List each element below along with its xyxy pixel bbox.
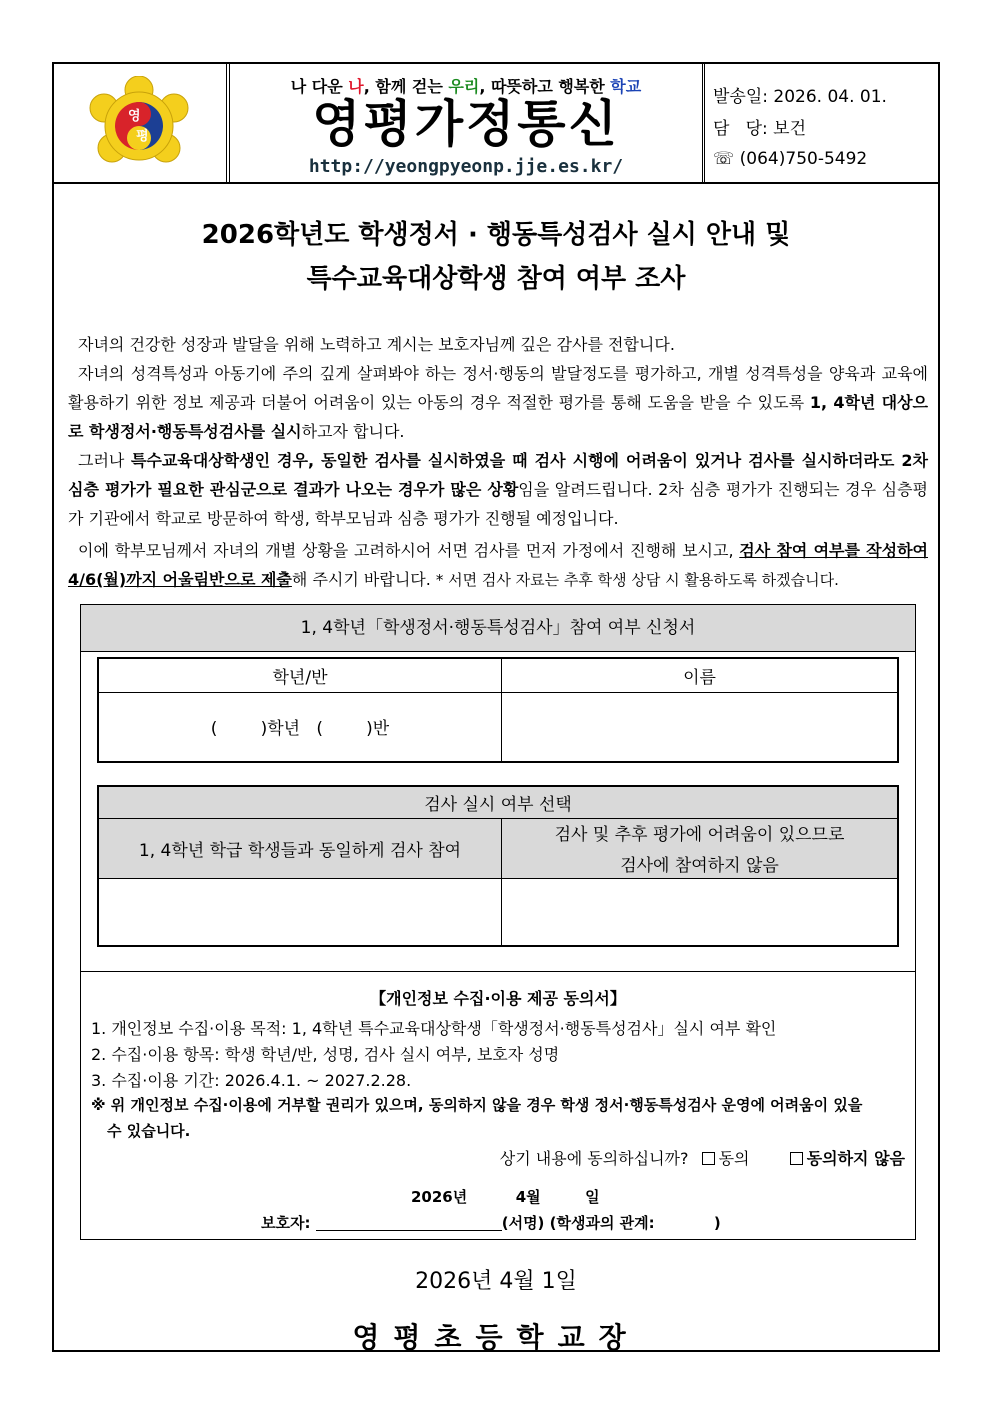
not-participate-check-cell[interactable]: [502, 878, 899, 946]
form-title: 1, 4학년「학생정서·행동특성검사」참여 여부 신청서: [81, 605, 915, 652]
paragraph-purpose: [68, 359, 928, 446]
consent-question-row: [500, 1146, 905, 1169]
guardian-label: 보호자:: [261, 1214, 311, 1232]
school-url-link[interactable]: http://yeongpyeonp.jje.es.kr/: [308, 156, 624, 177]
school-emblem-icon: [84, 76, 194, 172]
application-form: [80, 604, 916, 1240]
principal-signature: 영평초등학교장: [352, 1321, 640, 1354]
sign-label: (서명) (학생과의 관계:: [501, 1214, 655, 1232]
slogan-word-hak: 학교: [610, 77, 642, 96]
selection-table: [97, 785, 899, 947]
date-year: 2026년: [411, 1188, 468, 1206]
sign-date-row: [411, 1186, 600, 1207]
send-date: 발송일: 2026. 04. 01.: [713, 87, 887, 107]
doc-title-line1: 2026학년도 학생정서 · 행동특성검사 실시 안내 및: [201, 220, 791, 250]
name-field[interactable]: [502, 692, 899, 762]
consent-item-fields: 2. 수집·이용 항목: 학생 학년/반, 성명, 검사 실시 여부, 보호자 성명: [91, 1045, 560, 1064]
paragraph-request: [68, 536, 928, 595]
manager: 담 당: 보건: [713, 119, 807, 139]
agree-checkbox[interactable]: [702, 1152, 715, 1165]
consent-item-purpose: 1. 개인정보 수집·이용 목적: 1, 4학년 특수교육대상학생「학생정서·행동특성검사」실시 여부 확인: [91, 1019, 777, 1038]
grade-class-field[interactable]: ( )학년 ( )반: [98, 692, 502, 762]
newsletter-title: 영평가정통신: [312, 95, 620, 153]
col-name-header: 이름: [502, 658, 899, 692]
date-day: 일: [585, 1188, 600, 1206]
text: 해 주시기 바랍니다.: [291, 570, 436, 589]
slogan-part: , 따뜻하고 행복한: [479, 77, 611, 96]
text: 자녀의 성격특성과 아동기에 주의 깊게 살펴봐야 하는 정서·행동의 발달정도를 평가하고, 개별 성격특성을 양육과 교육에 활용하기 위한 정보 제공과 더불어 어려움이 있는 아동의 경우 적절한 평가를 통해 도움을 받을 수 있도록: [68, 364, 928, 412]
logo-text-top: 영: [128, 109, 141, 124]
date-month: 4월: [515, 1188, 541, 1206]
disagree-checkbox[interactable]: [790, 1152, 803, 1165]
issue-date: 2026년 4월 1일: [415, 1269, 577, 1294]
consent-section: [81, 971, 915, 1240]
newsletter-frame: [52, 62, 940, 1352]
option-participate: 1, 4학년 학급 학생들과 동일하게 검사 참여: [98, 818, 502, 878]
student-info-table: [97, 657, 899, 763]
underlined-deadline: 검사 참여 여부를 작성하여 4/6(월)까지 어울림반으로 제출: [68, 541, 928, 589]
guardian-sign-row: [261, 1212, 721, 1233]
info-cell: [704, 64, 939, 182]
emphasis: 1, 4학년 대상으로 학생정서·행동특성검사를 실시: [68, 393, 929, 441]
newsletter-header: [54, 64, 938, 184]
emphasis: 특수교육대상학생인 경우, 동일한 검사를 실시하였을 때 검사 시행에 어려움이 있거나 검사를 실시하더라도 2차 심층 평가가 필요한 관심군으로 결과가 나오는 경우가 많은 상황: [68, 451, 928, 499]
title-cell: [229, 64, 703, 182]
text: 이에 학부모님께서 자녀의 개별 상황을 고려하시어 서면 검사를 먼저 가정에서 진행해 보시고,: [78, 541, 740, 560]
guardian-name-field[interactable]: [316, 1230, 502, 1231]
option-no-line2: 검사에 참여하지 않음: [620, 856, 779, 876]
logo-cell: [54, 64, 227, 182]
consent-item-period: 3. 수집·이용 기간: 2026.4.1. ~ 2027.2.28.: [91, 1071, 412, 1090]
slogan-word-uri: 우리: [448, 77, 480, 96]
text: 그러나: [78, 451, 131, 470]
slogan-word-na: 나: [348, 77, 364, 96]
note: * 서면 검사 자료는 추후 학생 상담 시 활용하도록 하겠습니다.: [435, 571, 839, 589]
phone-line: [713, 149, 867, 169]
participate-check-cell[interactable]: [98, 878, 502, 946]
sign-close: ): [713, 1214, 721, 1232]
agree-label: 동의: [718, 1149, 750, 1168]
paragraph-special-ed: [68, 446, 928, 533]
logo-text-bottom: 평: [136, 129, 149, 144]
select-title: 검사 실시 여부 선택: [98, 786, 898, 818]
col-grade-header: 학년/반: [98, 658, 502, 692]
consent-notice-line1: ※ 위 개인정보 수집·이용에 거부할 권리가 있으며, 동의하지 않을 경우 학생 정서·행동특성검사 운영에 어려움이 있을: [91, 1096, 863, 1114]
option-not-participate: [502, 818, 899, 878]
consent-title: 【개인정보 수집·이용 제공 동의서】: [370, 989, 626, 1008]
phone-icon: ☏: [713, 149, 735, 169]
slogan-part: , 함께 걷는: [363, 77, 449, 96]
paragraph-greeting: 자녀의 건강한 성장과 발달을 위해 노력하고 계시는 보호자님께 깊은 감사를 전합니다.: [78, 335, 675, 354]
phone-number: (064)750-5492: [739, 149, 868, 169]
text: 임을 알려드립니다. 2차 심층 평가가 진행되는 경우 심층평가 기관에서 학교로 방문하여 학생, 학부모님과 심층 평가가 진행될 예정입니다.: [68, 480, 929, 528]
slogan-part: 나 다운: [290, 77, 349, 96]
option-no-line1: 검사 및 추후 평가에 어려움이 있으므로: [554, 825, 845, 845]
doc-title-line2: 특수교육대상학생 참여 여부 조사: [306, 264, 686, 294]
consent-question: 상기 내용에 동의하십니까?: [499, 1149, 689, 1168]
disagree-label: 동의하지 않음: [806, 1149, 905, 1168]
consent-notice-line2: 수 있습니다.: [107, 1122, 191, 1140]
text: 하고자 합니다.: [301, 422, 405, 441]
